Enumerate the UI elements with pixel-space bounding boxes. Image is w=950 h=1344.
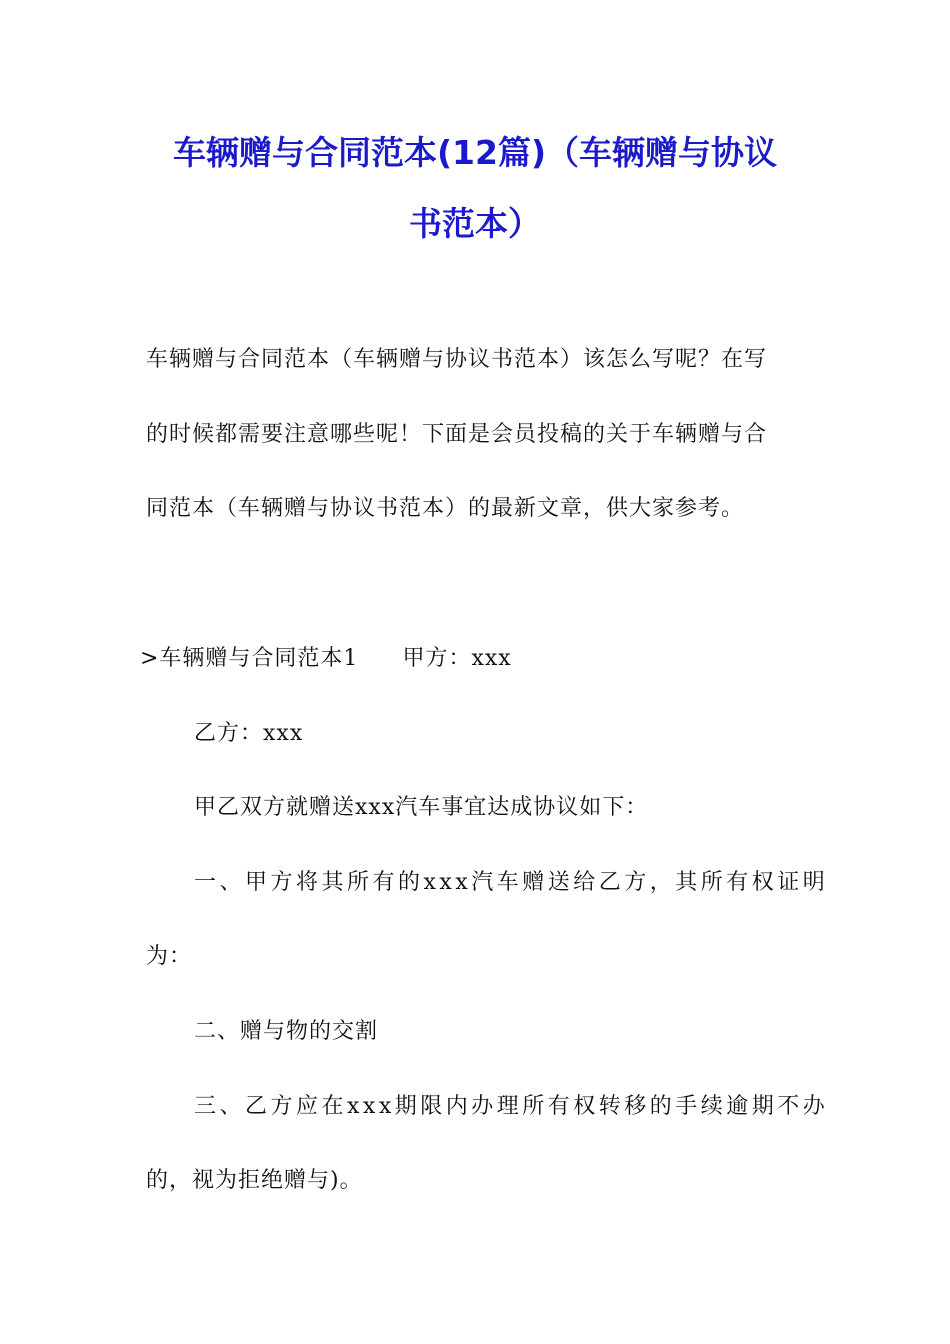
intro-line-1: 车辆赠与合同范本（车辆赠与协议书范本）该怎么写呢？在写 [146, 347, 768, 372]
party-a: 甲方：xxx [402, 646, 512, 671]
clause-2: 二、赠与物的交割 [194, 1019, 379, 1044]
intro-line-3: 同范本（车辆赠与协议书范本）的最新文章，供大家参考。 [146, 496, 745, 521]
document-title-line2: 书范本） [409, 204, 541, 243]
clause-1-line-1: 一、甲方将其所有的xxx汽车赠送给乙方，其所有权证明 [194, 870, 829, 895]
section-heading-row [140, 648, 512, 670]
intro-line-2: 的时候都需要注意哪些呢！下面是会员投稿的关于车辆赠与合 [146, 422, 768, 447]
document-title-line1: 车辆赠与合同范本(12篇)（车辆赠与协议 [172, 133, 778, 172]
clause-3-line-2: 的，视为拒绝赠与)。 [146, 1168, 363, 1193]
party-b: 乙方：xxx [194, 721, 304, 746]
section-heading: >车辆赠与合同范本1 [140, 646, 359, 671]
agreement-intro: 甲乙双方就赠送xxx汽车事宜达成协议如下： [194, 795, 649, 820]
clause-1-line-2: 为： [146, 944, 193, 969]
clause-3-line-1: 三、乙方应在xxx期限内办理所有权转移的手续逾期不办 [194, 1094, 829, 1119]
